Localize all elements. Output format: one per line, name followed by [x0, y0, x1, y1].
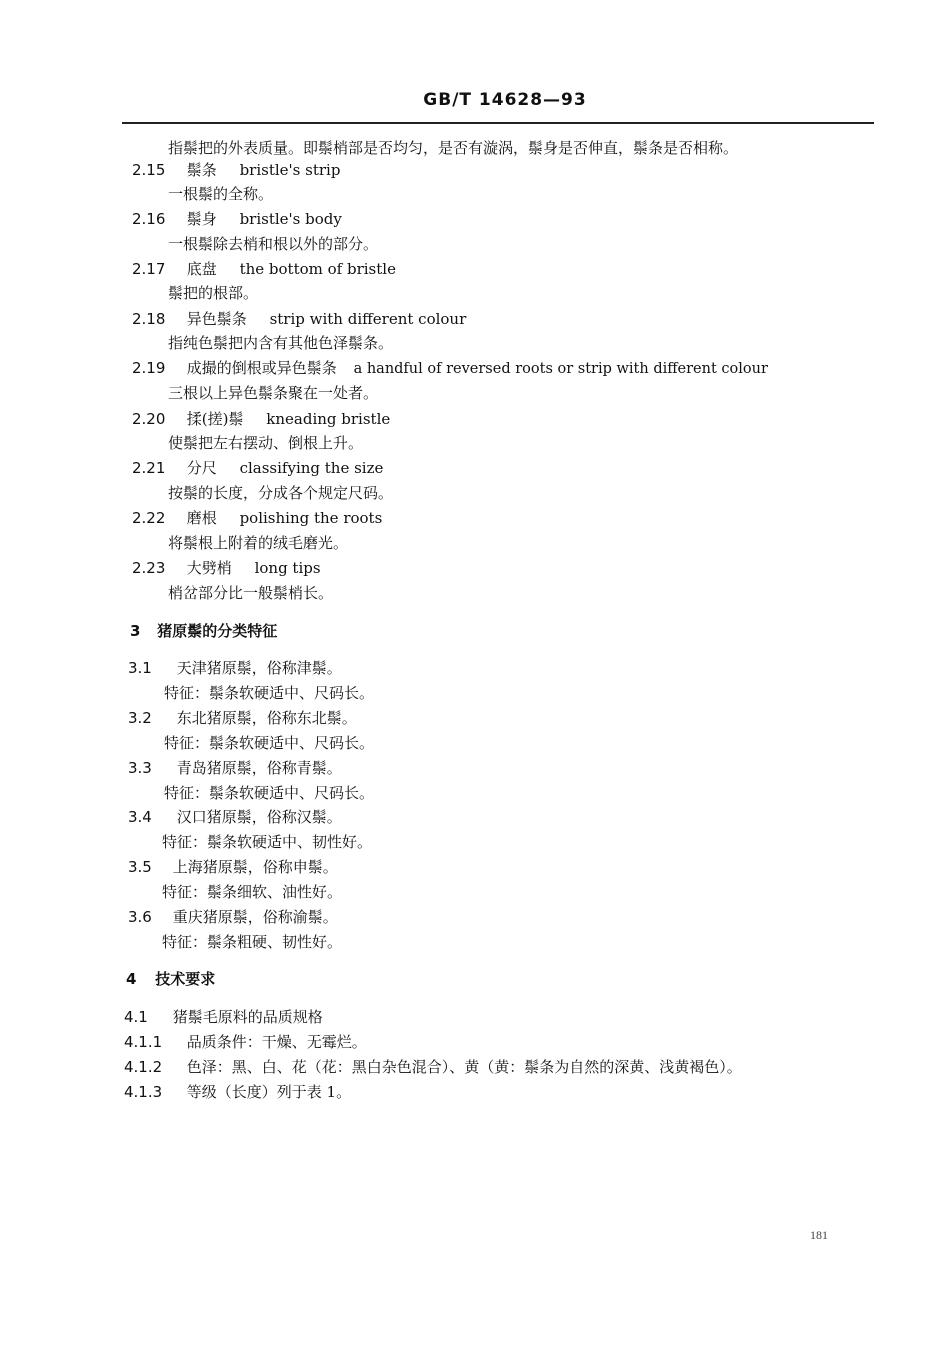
item-text: 等级（长度）列于表 1。	[186, 1083, 352, 1101]
term-row	[132, 357, 768, 378]
term-definition: 鬃把的根部。	[168, 284, 259, 302]
item-number: 4.1.3	[124, 1083, 163, 1101]
item-text: 汉口猪原鬃，俗称汉鬃。	[176, 808, 342, 826]
item-feature: 特征：鬃条软硬适中、韧性好。	[162, 833, 373, 851]
item-text: 重庆猪原鬃，俗称渝鬃。	[172, 908, 338, 926]
standard-number-header: GB/T 14628—93	[423, 90, 587, 110]
item-feature: 特征：鬃条粗硬、韧性好。	[162, 933, 343, 951]
term-chinese: 成撮的倒根或异色鬃条	[186, 359, 337, 377]
term-chinese: 底盘	[186, 260, 217, 278]
term-chinese: 分尺	[186, 459, 217, 477]
term-number: 2.20	[132, 410, 166, 428]
term-chinese: 鬃身	[186, 210, 217, 228]
term-definition: 按鬃的长度，分成各个规定尺码。	[168, 484, 394, 502]
term-chinese: 鬃条	[186, 161, 217, 179]
header-rule	[122, 122, 874, 124]
term-english: kneading bristle	[266, 410, 391, 428]
item-number: 3.1	[128, 659, 152, 677]
term-definition: 梢岔部分比一般鬃梢长。	[168, 584, 334, 602]
term-number: 2.16	[132, 210, 166, 228]
term-number: 2.21	[132, 459, 166, 477]
item-text: 青岛猪原鬃，俗称青鬃。	[176, 759, 342, 777]
list-item	[128, 657, 342, 678]
term-english: bristle's strip	[239, 161, 341, 179]
list-item	[124, 1081, 351, 1102]
list-item	[128, 856, 338, 877]
term-english: polishing the roots	[239, 509, 383, 527]
section-number: 4	[126, 970, 137, 988]
intro-line: 指鬃把的外表质量。即鬃梢部是否均匀，是否有漩涡，鬃身是否伸直，鬃条是否相称。	[168, 139, 739, 157]
section-title: 猪原鬃的分类特征	[157, 622, 278, 640]
term-row	[132, 308, 466, 329]
item-feature: 特征：鬃条软硬适中、尺码长。	[164, 734, 375, 752]
term-number: 2.19	[132, 359, 166, 377]
term-english: the bottom of bristle	[239, 260, 396, 278]
term-row	[132, 408, 390, 429]
item-number: 4.1.1	[124, 1033, 163, 1051]
item-text: 品质条件：干燥、无霉烂。	[186, 1033, 367, 1051]
item-feature: 特征：鬃条软硬适中、尺码长。	[164, 684, 375, 702]
item-number: 3.2	[128, 709, 152, 727]
item-number: 3.6	[128, 908, 152, 926]
item-text: 天津猪原鬃，俗称津鬃。	[176, 659, 342, 677]
term-english: classifying the size	[239, 459, 384, 477]
item-number: 4.1	[124, 1008, 148, 1026]
item-text: 猪鬃毛原料的品质规格	[172, 1008, 323, 1026]
list-item	[128, 806, 342, 827]
term-chinese: 揉(搓)鬃	[186, 410, 244, 428]
item-number: 3.3	[128, 759, 152, 777]
term-english: a handful of reversed roots or strip with different colour	[353, 361, 768, 377]
section-title: 技术要求	[155, 970, 216, 988]
term-row	[132, 557, 321, 578]
term-english: bristle's body	[239, 210, 342, 228]
term-row	[132, 208, 342, 229]
term-chinese: 异色鬃条	[186, 310, 247, 328]
term-number: 2.15	[132, 161, 166, 179]
term-row	[132, 258, 396, 279]
term-english: strip with different colour	[269, 310, 467, 328]
term-row	[132, 457, 383, 478]
list-item	[128, 757, 342, 778]
term-definition: 将鬃根上附着的绒毛磨光。	[168, 534, 349, 552]
term-number: 2.22	[132, 509, 166, 527]
section-number: 3	[130, 622, 141, 640]
term-row	[132, 507, 382, 528]
item-number: 3.4	[128, 808, 152, 826]
term-number: 2.17	[132, 260, 166, 278]
item-feature: 特征：鬃条软硬适中、尺码长。	[164, 784, 375, 802]
term-chinese: 大劈梢	[186, 559, 232, 577]
term-number: 2.23	[132, 559, 166, 577]
term-definition: 使鬃把左右摆动、倒根上升。	[168, 434, 364, 452]
term-definition: 指纯色鬃把内含有其他色泽鬃条。	[168, 334, 394, 352]
term-number: 2.18	[132, 310, 166, 328]
item-text: 上海猪原鬃，俗称申鬃。	[172, 858, 338, 876]
term-definition: 一根鬃的全称。	[168, 185, 274, 203]
term-definition: 一根鬃除去梢和根以外的部分。	[168, 235, 379, 253]
item-text: 色泽：黑、白、花（花：黑白杂色混合）、黄（黄：鬃条为自然的深黄、浅黄褐色）。	[186, 1058, 742, 1076]
item-number: 4.1.2	[124, 1058, 163, 1076]
item-feature: 特征：鬃条细软、油性好。	[162, 883, 343, 901]
term-definition: 三根以上异色鬃条聚在一处者。	[168, 384, 379, 402]
list-item	[124, 1031, 367, 1052]
list-item	[124, 1056, 742, 1077]
list-item	[128, 707, 357, 728]
list-item	[128, 906, 338, 927]
section-4-heading	[126, 968, 215, 989]
item-text: 东北猪原鬃，俗称东北鬃。	[176, 709, 357, 727]
item-number: 3.5	[128, 858, 152, 876]
page-number: 181	[810, 1228, 828, 1242]
section-3-heading	[130, 620, 277, 641]
term-row	[132, 159, 340, 180]
list-item	[124, 1006, 323, 1027]
term-english: long tips	[254, 559, 321, 577]
term-chinese: 磨根	[186, 509, 217, 527]
